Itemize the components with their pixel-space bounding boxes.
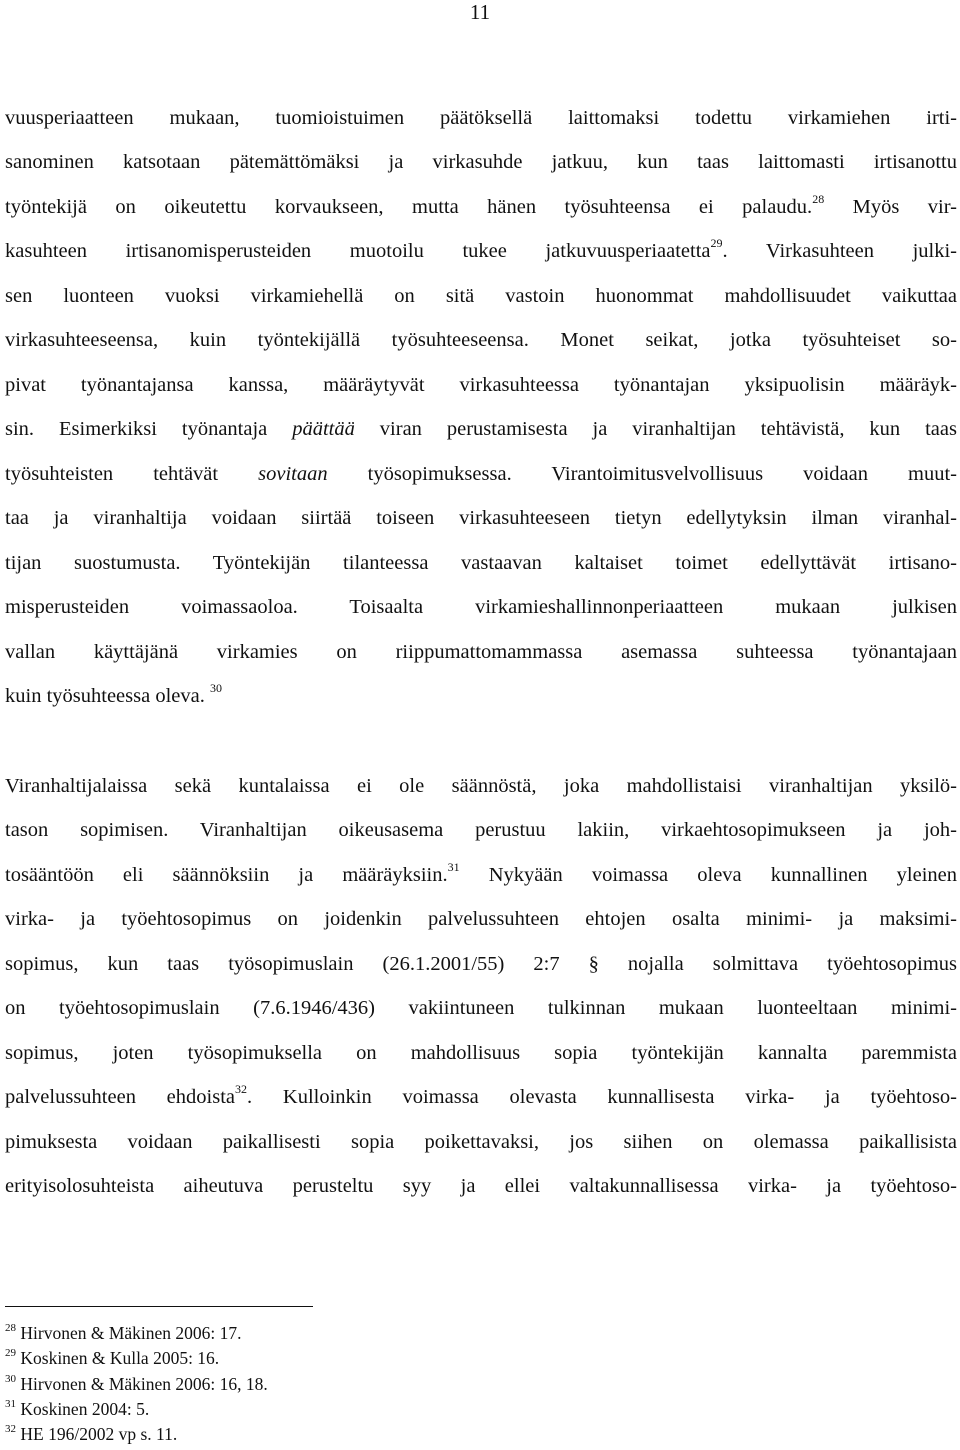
text-segment: kasuhteen irtisanomisperusteiden muotoilu tukee jatkuvuusperiaatetta [5, 240, 711, 262]
text-line [5, 417, 957, 441]
text-line: pimuksesta voidaan paikallisesti sopia poikettavaksi, jos siihen on olemassa paikallisista [5, 1131, 957, 1153]
text-line: sen luonteen vuoksi virkamiehellä on sitä vastoin huonommat mahdollisuudet vaikuttaa [5, 285, 957, 307]
text-segment: viran perustamisesta ja viranhaltijan tehtävistä, kun taas [354, 418, 957, 440]
text-line: vallan käyttäjänä virkamies on riippumattomammassa asemassa suhteessa työnantajaan [5, 641, 957, 663]
footnote-ref-31[interactable]: 31 [447, 860, 460, 875]
text-line: Viranhaltijalaissa sekä kuntalaissa ei ole säännöstä, joka mahdollistaisi viranhaltijan yksilö- [5, 775, 957, 797]
text-line [5, 236, 957, 263]
text-line: taa ja viranhaltija voidaan siirtää toiseen virkasuhteeseen tietyn edellytyksin ilman viranhal- [5, 507, 957, 529]
text-line: sopimus, joten työsopimuksella on mahdollisuus sopia työntekijän kannalta paremmista [5, 1042, 957, 1064]
text-segment: tosääntöön eli säännöksiin ja määräyksiin. [5, 864, 448, 886]
footnote-number: 29 [5, 1347, 16, 1360]
text-segment: . Virkasuhteen julki- [722, 240, 957, 262]
text-line [5, 1082, 957, 1109]
footnote-text: Hirvonen & Mäkinen 2006: 16, 18. [20, 1374, 268, 1394]
page-number: 11 [469, 0, 491, 24]
footnote [5, 1347, 219, 1369]
footnote [5, 1322, 242, 1344]
text-segment: Myös vir- [824, 196, 957, 218]
footnote-ref-30[interactable]: 30 [209, 681, 222, 696]
footnote-number: 28 [5, 1322, 16, 1335]
text-line: erityisolosuhteista aiheutuva perusteltu syy ja ellei valtakunnallisessa virka- ja työehtoso- [5, 1175, 957, 1197]
text-line: tijan suostumusta. Työntekijän tilanteessa vastaavan kaltaiset toimet edellyttävät irtisano- [5, 552, 957, 574]
emphasis-text: päättää [292, 418, 355, 440]
text-line: virka- ja työehtosopimus on joidenkin palvelussuhteen ehtojen osalta minimi- ja maksimi- [5, 908, 957, 930]
footnote [5, 1398, 149, 1420]
text-line [5, 681, 957, 708]
footnote [5, 1423, 177, 1445]
footnote-ref-28[interactable]: 28 [812, 192, 825, 207]
footnote-text: Hirvonen & Mäkinen 2006: 17. [20, 1323, 242, 1343]
text-line: misperusteiden voimassaoloa. Toisaalta virkamieshallinnonperiaatteen mukaan julkisen [5, 596, 957, 618]
text-segment: työsuhteisten tehtävät [5, 463, 259, 485]
text-segment: sin. Esimerkiksi työnantaja [5, 418, 293, 440]
text-segment: . Kulloinkin voimassa olevasta kunnallisesta virka- ja työehtoso- [247, 1086, 957, 1108]
text-line: pivat työnantajansa kanssa, määräytyvät virkasuhteessa työnantajan yksipuolisin määräyk- [5, 374, 957, 396]
text-line: sanominen katsotaan pätemättömäksi ja virkasuhde jatkuu, kun taas laittomasti irtisanottu [5, 151, 957, 173]
emphasis-text: sovitaan [258, 463, 328, 485]
text-line [5, 192, 957, 219]
footnote-text: Koskinen & Kulla 2005: 16. [20, 1348, 220, 1368]
footnote-ref-29[interactable]: 29 [710, 236, 723, 251]
text-line [5, 860, 957, 887]
text-line: virkasuhteeseensa, kuin työntekijällä työsuhteeseensa. Monet seikat, jotka työsuhteiset so- [5, 329, 957, 351]
footnote [5, 1373, 268, 1395]
text-line [5, 462, 957, 486]
footnote-number: 31 [5, 1398, 16, 1411]
footnote-text: Koskinen 2004: 5. [20, 1399, 150, 1419]
text-line: on työehtosopimuslain (7.6.1946/436) vakiintuneen tulkinnan mukaan luonteeltaan minimi- [5, 997, 957, 1019]
footnote-ref-32[interactable]: 32 [235, 1082, 248, 1097]
footnote-number: 32 [5, 1423, 16, 1436]
text-segment: palvelussuhteen ehdoista [5, 1086, 236, 1108]
footnote-divider [5, 1306, 313, 1307]
text-segment: kuin työsuhteessa oleva. [5, 685, 210, 707]
text-line: sopimus, kun taas työsopimuslain (26.1.2001/55) 2:7 § nojalla solmittava työehtosopimus [5, 953, 957, 975]
footnote-text: HE 196/2002 vp s. 11. [20, 1424, 178, 1444]
text-segment: Nykyään voimassa oleva kunnallinen yleinen [459, 864, 957, 886]
text-line: vuusperiaatteen mukaan, tuomioistuimen päätöksellä laittomaksi todettu virkamiehen irti- [5, 107, 957, 129]
text-segment: työntekijä on oikeutettu korvaukseen, mutta hänen työsuhteensa ei palaudu. [5, 196, 813, 218]
footnote-number: 30 [5, 1373, 16, 1386]
text-segment: työsopimuksessa. Virantoimitusvelvollisuus voidaan muut- [327, 463, 957, 485]
text-line: tason sopimisen. Viranhaltijan oikeusasema perustuu lakiin, virkaehtosopimukseen ja joh- [5, 819, 957, 841]
